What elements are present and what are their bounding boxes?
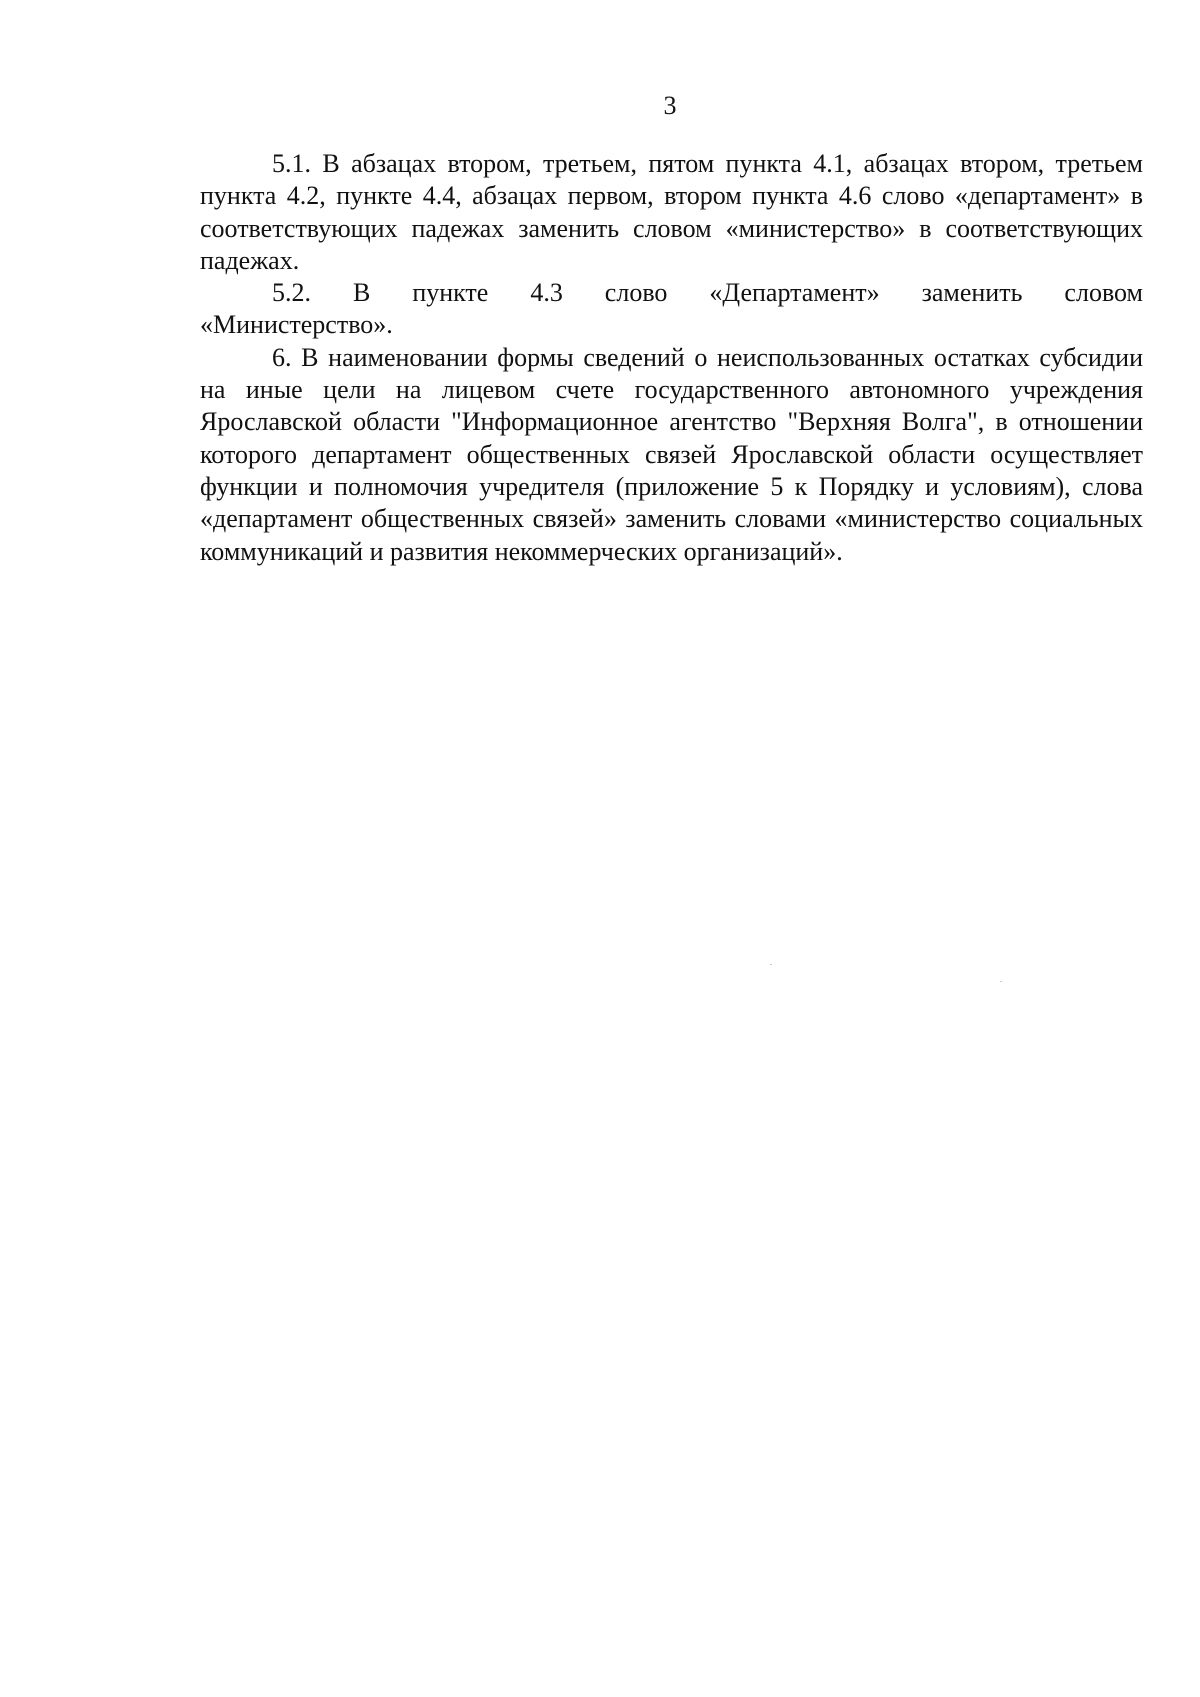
page-number: 3 (663, 91, 677, 120)
scan-speck (1000, 981, 1002, 982)
paragraph-5-2 (200, 277, 1143, 342)
scan-speck (770, 964, 772, 965)
paragraph-5-2-line-1: 5.2. В пункте 4.3 слово «Департамент» заменить словом (272, 278, 1143, 308)
document-body (200, 148, 1143, 568)
paragraph-5-2-line-2: «Министерство». (200, 310, 393, 340)
paragraph-5-1: 5.1. В абзацах втором, третьем, пятом пункта 4.1, абзацах втором, третьем пункта 4.2, пункте 4.4, абзацах первом, втором пункта 4.6 слово «департамент» в соответствующих падежах заменить словом «министерство» в соответствующих падежах. (200, 149, 1143, 275)
paragraph-6: 6. В наименовании формы сведений о неиспользованных остатках субсидии на иные цели на лицевом счете государственного автономного учреждения Ярославской области "Информационное агентство "Верхняя Волга", в отношении которого департамент общественных связей Ярославской области осуществляет функции и полномочия учредителя (приложение 5 к Порядку и условиям), слова «департамент общественных связей» заменить словами «министерство социальных коммуникаций и развития некоммерческих организаций». (200, 342, 1143, 566)
